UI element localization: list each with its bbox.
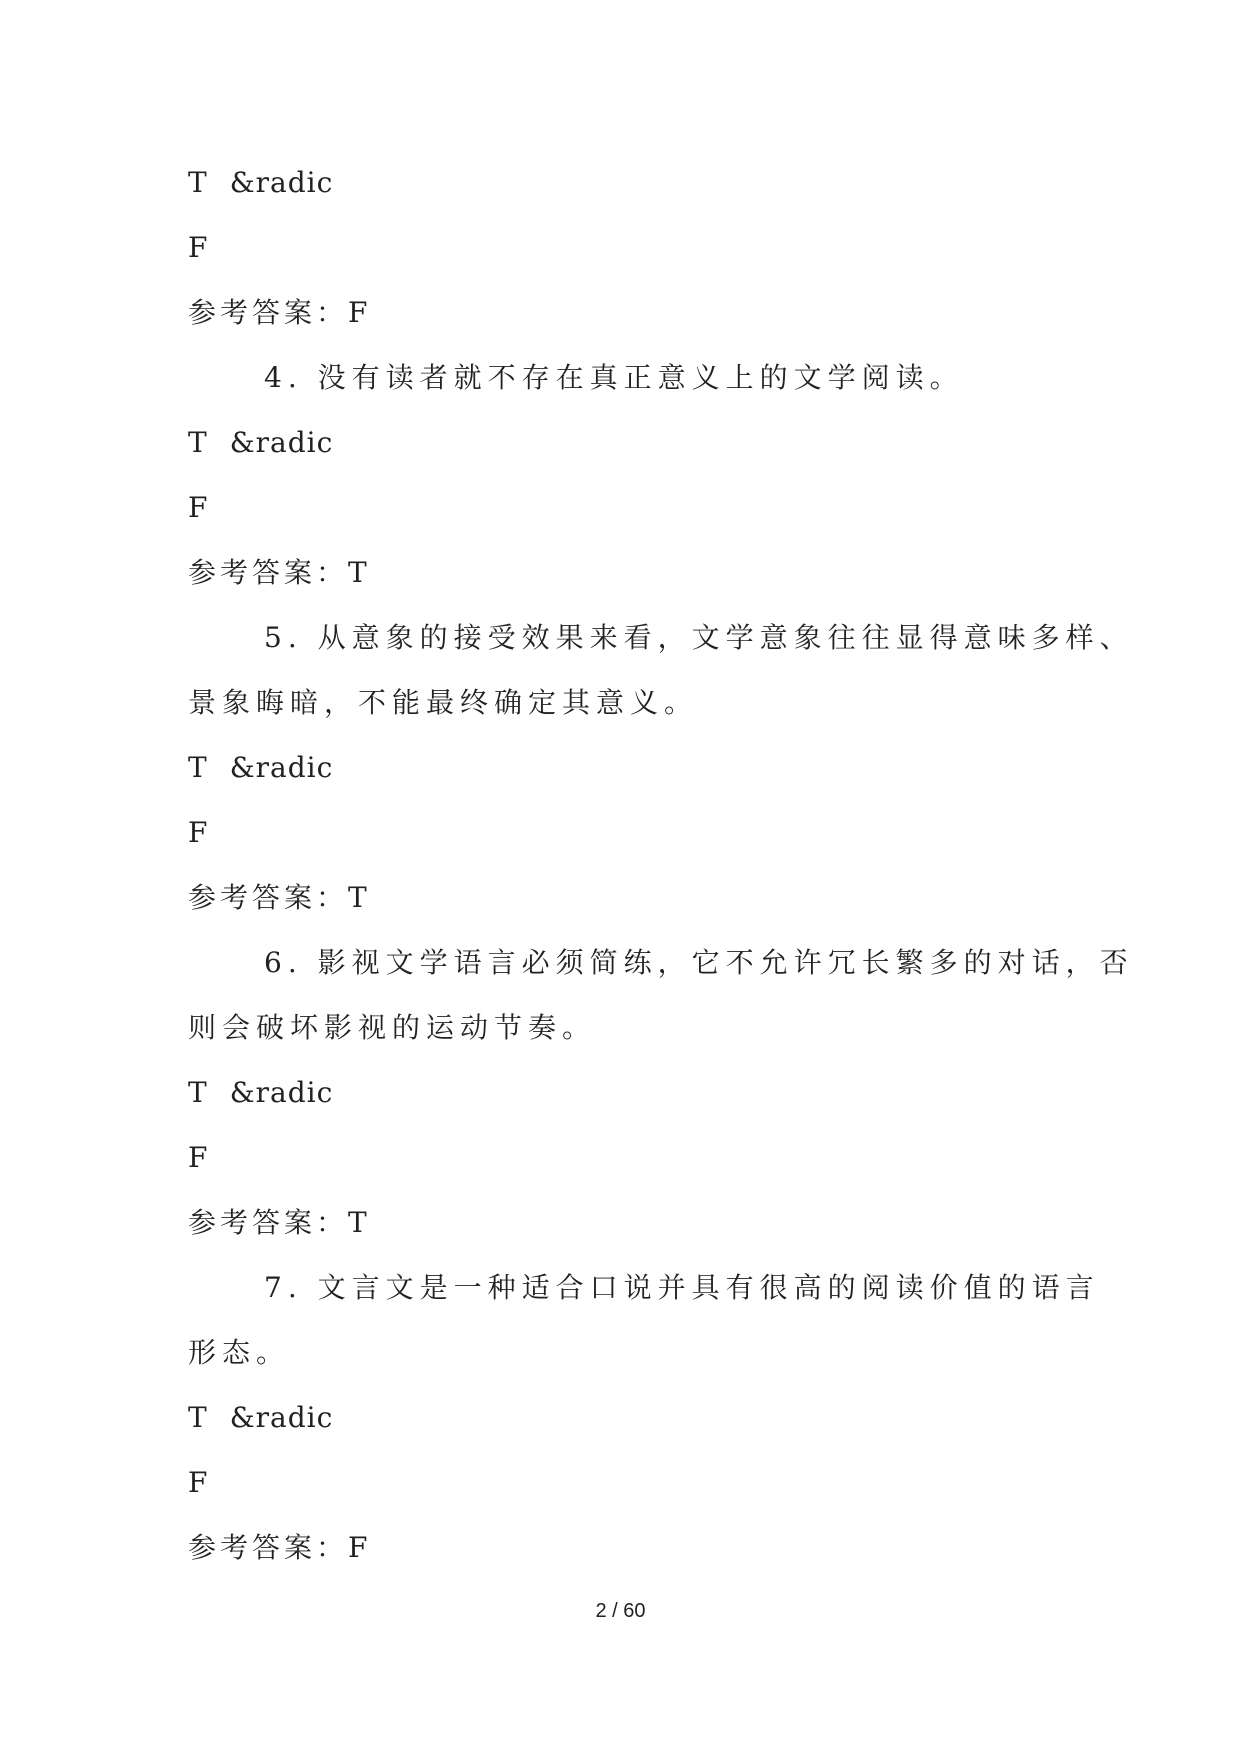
question-5: 5. 从意象的接受效果来看，文学意象往往显得意味多样、 <box>264 621 1134 654</box>
question-6-continued: 则会破坏影视的运动节奏。 <box>188 1011 597 1044</box>
option-label: F <box>188 231 211 264</box>
option-label: T <box>188 1076 210 1109</box>
option-false <box>188 475 1088 540</box>
option-true <box>188 735 1088 800</box>
option-label: F <box>188 1466 211 1499</box>
radic-mark: &radic <box>229 751 334 784</box>
option-label: F <box>188 1141 211 1174</box>
document-body <box>188 150 1134 1580</box>
question-5-continued: 景象晦暗，不能最终确定其意义。 <box>188 686 699 719</box>
reference-answer: 参考答案：T <box>188 1206 371 1239</box>
page-number: 2 / 60 <box>595 1600 646 1622</box>
reference-answer: 参考答案：T <box>188 556 371 589</box>
reference-answer: 参考答案：F <box>188 296 372 329</box>
option-label: T <box>188 751 210 784</box>
reference-answer: 参考答案：T <box>188 881 371 914</box>
option-true <box>188 1060 1088 1125</box>
radic-mark: &radic <box>229 426 334 459</box>
option-false <box>188 1125 1088 1190</box>
radic-mark: &radic <box>229 1401 334 1434</box>
option-true <box>188 410 1088 475</box>
option-false <box>188 800 1088 865</box>
option-label: F <box>188 816 211 849</box>
option-true <box>188 1385 1088 1450</box>
option-label: T <box>188 1401 210 1434</box>
radic-mark: &radic <box>229 166 334 199</box>
option-label: F <box>188 491 211 524</box>
radic-mark: &radic <box>229 1076 334 1109</box>
question-7: 7. 文言文是一种适合口说并具有很高的阅读价值的语言 <box>264 1271 1100 1304</box>
question-6: 6. 影视文学语言必须简练，它不允许冗长繁多的对话，否 <box>264 946 1134 979</box>
option-label: T <box>188 426 210 459</box>
option-false <box>188 1450 1088 1515</box>
question-7-continued: 形态。 <box>188 1336 291 1369</box>
option-label: T <box>188 166 210 199</box>
reference-answer: 参考答案：F <box>188 1531 372 1564</box>
option-true <box>188 150 1088 215</box>
option-false <box>188 215 1088 280</box>
question-4: 4. 没有读者就不存在真正意义上的文学阅读。 <box>264 361 964 394</box>
